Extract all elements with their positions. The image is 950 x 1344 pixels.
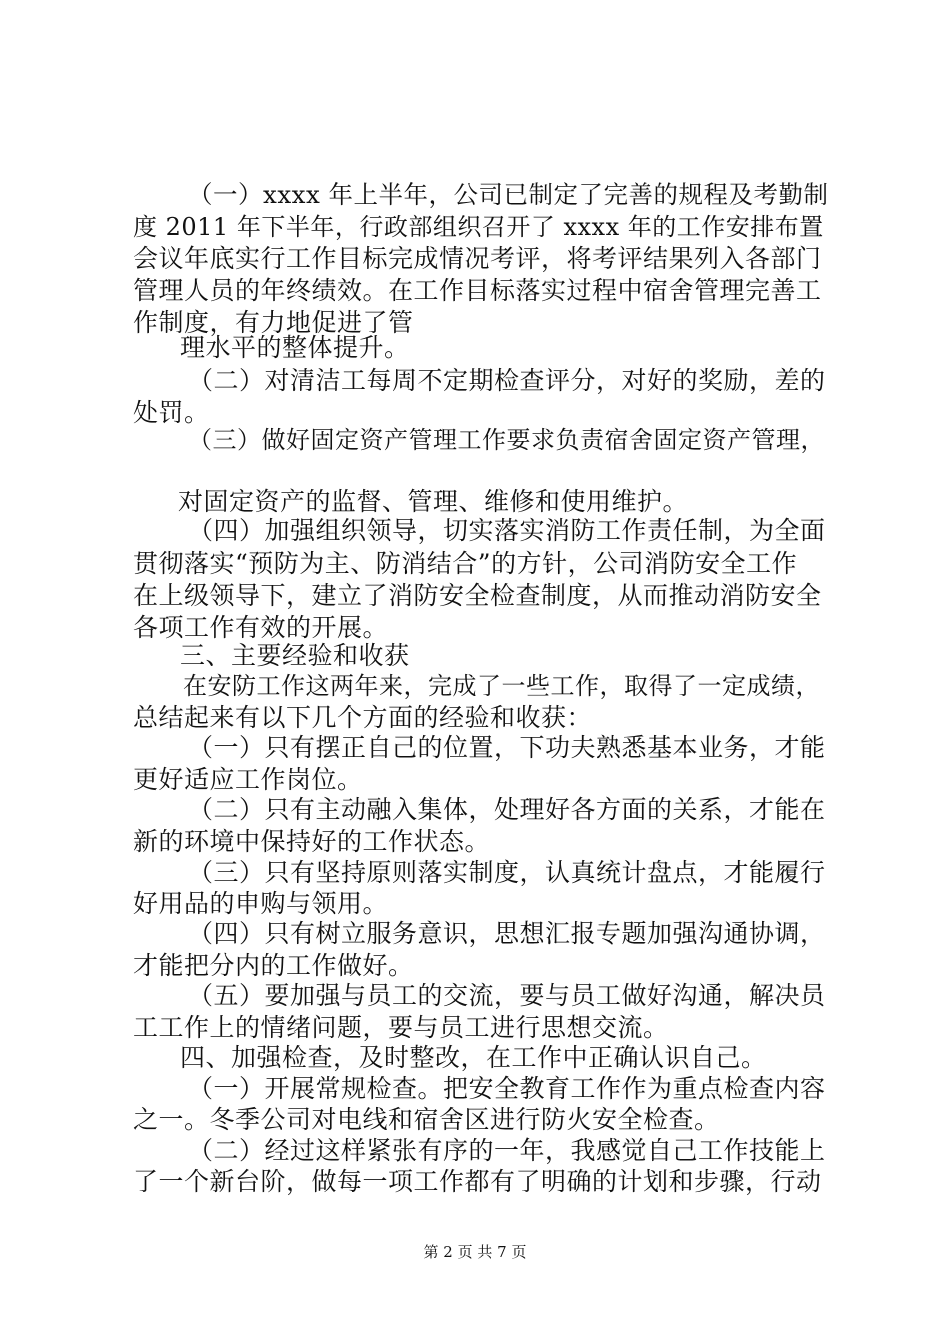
text-line: 管理人员的年终绩效。在工作目标落实过程中宿舍管理完善工 [133, 276, 822, 305]
text-line: （二）对清洁工每周不定期检查评分，对好的奖励，差的 [188, 366, 826, 395]
text-line: 度 2011 年下半年，行政部组织召开了 xxxx 年的工作安排布置 [133, 213, 824, 241]
text-line: （一）只有摆正自己的位置，下功夫熟悉基本业务，才能 [188, 733, 826, 762]
text-line: 总结起来有以下几个方面的经验和收获： [133, 703, 593, 732]
text-line: 之一。冬季公司对电线和宿舍区进行防火安全检查。 [133, 1105, 720, 1134]
text-line: 在上级领导下，建立了消防安全检查制度，从而推动消防安全 [133, 581, 822, 610]
text-line: 处罚。 [133, 398, 210, 427]
text-line: 各项工作有效的开展。 [133, 613, 389, 642]
text-line: 更好适应工作岗位。 [133, 765, 363, 794]
page-number-footer: 第 2 页 共 7 页 [423, 1243, 527, 1261]
text-line: （三）只有坚持原则落实制度，认真统计盘点，才能履行 [188, 858, 826, 887]
text-line: 工工作上的情绪问题，要与员工进行思想交流。 [133, 1013, 669, 1042]
text-line: 对固定资产的监督、管理、维修和使用维护。 [178, 487, 689, 516]
text-line: 在安防工作这两年来，完成了一些工作，取得了一定成绩， [183, 672, 820, 700]
text-line: 好用品的申购与领用。 [133, 889, 389, 918]
text-line: 了一个新台阶，做每一项工作都有了明确的计划和步骤，行动 [133, 1167, 822, 1196]
text-line: （四）只有树立服务意识，思想汇报专题加强沟通协调， [188, 919, 826, 948]
text-line: （五）要加强与员工的交流，要与员工做好沟通，解决员 [188, 981, 826, 1010]
section-heading: 三、主要经验和收获 [180, 641, 410, 670]
text-line: （二）经过这样紧张有序的一年，我感觉自己工作技能上 [188, 1136, 826, 1165]
text-line: 新的环境中保持好的工作状态。 [133, 827, 491, 856]
text-line: （四）加强组织领导，切实落实消防工作责任制，为全面 [188, 516, 826, 545]
text-line: 才能把分内的工作做好。 [133, 951, 414, 980]
text-line: （一）开展常规检查。把安全教育工作作为重点检查内容 [188, 1074, 826, 1103]
text-line: 作制度，有力地促进了管 [133, 308, 414, 337]
text-line: 会议年底实行工作目标完成情况考评，将考评结果列入各部门 [133, 244, 822, 273]
text-line: （一）xxxx 年上半年，公司已制定了完善的规程及考勤制 [188, 180, 829, 209]
text-line: 贯彻落实“预防为主、防消结合”的方针，公司消防安全工作 [133, 549, 798, 578]
section-heading: 四、加强检查，及时整改，在工作中正确认识自己。 [180, 1043, 767, 1072]
text-line: （三）做好固定资产管理工作要求负责宿舍固定资产管理， [188, 426, 825, 454]
text-line: 理水平的整体提升。 [180, 333, 410, 362]
text-line: （二）只有主动融入集体，处理好各方面的关系，才能在 [188, 795, 826, 824]
